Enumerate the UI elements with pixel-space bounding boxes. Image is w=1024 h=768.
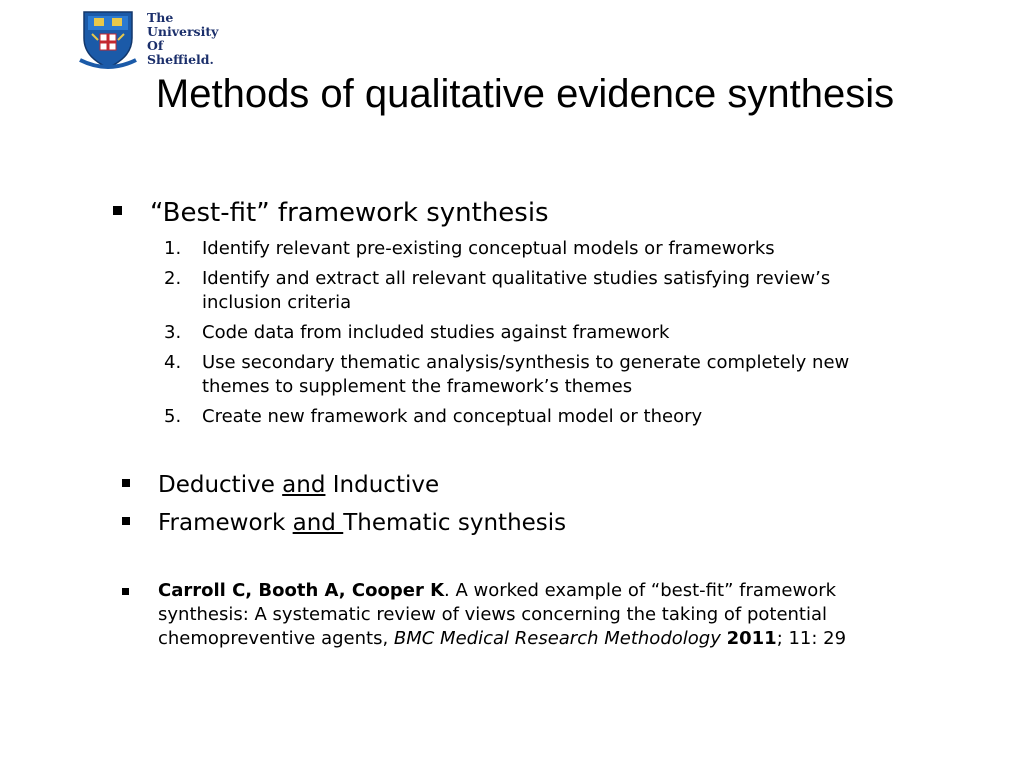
step-number: 2. <box>164 268 182 289</box>
reference-bullet <box>120 579 870 651</box>
university-logo <box>78 8 218 72</box>
bullet-text-pre: Framework <box>158 510 293 536</box>
bullet-text-underlined: and <box>292 510 344 536</box>
step-number: 1. <box>164 238 182 259</box>
step-text: Code data from included studies against framework <box>202 322 670 343</box>
square-bullet-icon <box>122 588 129 595</box>
bullet-text-pre: Deductive <box>158 472 283 498</box>
square-bullet-icon <box>122 479 130 487</box>
list-item <box>160 405 880 429</box>
step-text: Create new framework and conceptual model or theory <box>202 406 703 427</box>
reference-journal: BMC Medical Research Methodology <box>393 628 721 649</box>
reference-volume: ; 11: 29 <box>776 628 847 649</box>
slide-title: Methods of qualitative evidence synthesis <box>155 72 895 116</box>
logo-line-3: Of <box>147 38 164 53</box>
list-item <box>160 237 880 261</box>
bullet-framework-thematic <box>120 504 566 542</box>
step-number: 4. <box>164 352 182 373</box>
bullet-text-post: Inductive <box>325 472 440 498</box>
bullet-text-underlined: and <box>282 472 326 498</box>
main-bullet <box>113 196 549 230</box>
step-text: Identify relevant pre-existing conceptual models or frameworks <box>202 238 775 259</box>
university-crest-icon <box>78 8 138 72</box>
logo-line-4: Sheffield. <box>147 52 214 67</box>
steps-list <box>160 237 880 435</box>
bullet-deductive-inductive <box>120 466 566 504</box>
list-item <box>160 321 880 345</box>
list-item <box>160 267 880 315</box>
logo-line-1: The <box>147 10 174 25</box>
bullet-text-post: Thematic synthesis <box>343 510 567 536</box>
step-number: 3. <box>164 322 182 343</box>
secondary-bullets <box>120 466 566 542</box>
university-name <box>147 11 218 67</box>
square-bullet-icon <box>122 517 130 525</box>
reference-citation <box>120 579 870 651</box>
square-bullet-icon <box>113 206 122 215</box>
step-text: Identify and extract all relevant qualitative studies satisfying review’s inclusion criteria <box>202 268 831 313</box>
reference-year: 2011 <box>726 628 777 649</box>
reference-text: . A worked example of “best-fit” framework synthesis: A systematic review of views concerning the taking of potential chemopreventive agents, <box>158 580 837 649</box>
step-text: Use secondary thematic analysis/synthesis to generate completely new themes to supplement the framework’s themes <box>202 352 850 397</box>
logo-line-2: University <box>147 24 219 39</box>
step-number: 5. <box>164 406 182 427</box>
list-item <box>160 351 880 399</box>
main-bullet-text: “Best-fit” framework synthesis <box>150 198 549 228</box>
reference-authors: Carroll C, Booth A, Cooper K <box>158 580 445 601</box>
